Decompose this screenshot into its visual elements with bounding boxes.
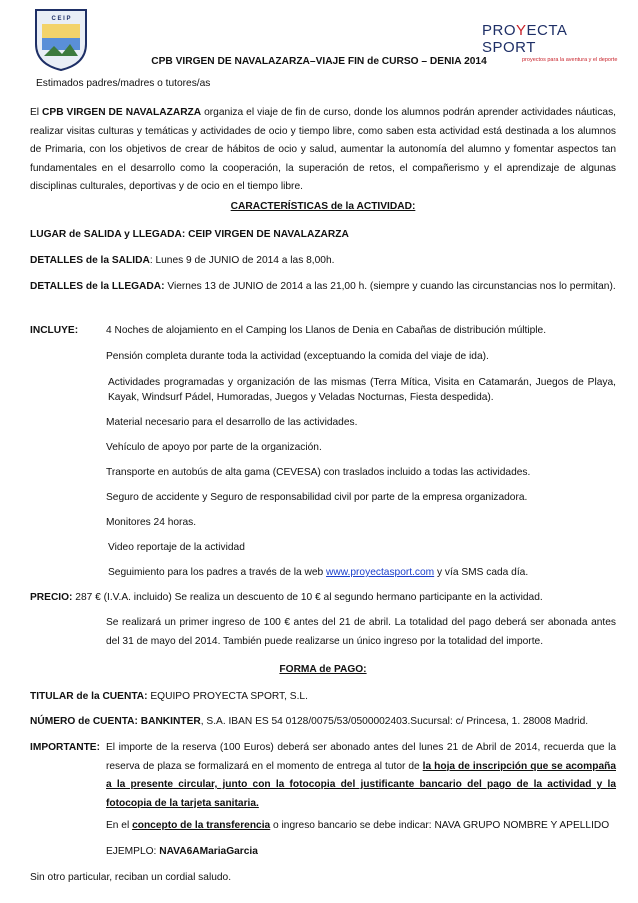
incluye-item: Material necesario para el desarrollo de las actividades.	[106, 417, 358, 428]
tracking-line: Seguimiento para los padres a través de la web www.proyectasport.com y vía SMS cada día.	[108, 567, 529, 578]
incluye-item: Video reportaje de la actividad	[108, 542, 245, 553]
crest-text: C E I P	[51, 16, 71, 22]
precio-line: PRECIO: 287 € (I.V.A. incluido) Se realiza un descuento de 10 € al segundo hermano participante en la actividad.	[30, 592, 543, 603]
incluye-item: Pensión completa durante toda la actividad (exceptuando la comida del viaje de ida).	[106, 351, 489, 362]
incluye-item: Monitores 24 horas.	[106, 517, 197, 528]
incluye-item: Vehículo de apoyo por parte de la organización.	[106, 442, 322, 453]
titular-line: TITULAR de la CUENTA: EQUIPO PROYECTA SPORT, S.L.	[30, 691, 308, 702]
intro-paragraph: El CPB VIRGEN DE NAVALAZARZA organiza el viaje de fin de curso, donde los alumnos podrán aprender actividades náuticas, realizar visitas culturas y temáticas y actividades de ocio y tiempo libre, como saben esta actividad está destinada a los alumnos de Primaria, con los objetivos de crear de hábitos de ocio y salud, aumentar la autonomía del alumno y fomentar aspectos tan fundamentales en el desarrollo como la cooperación, la superación de retos, el compañerismo y el aprendizaje de algunas disciplinas culturales, deportivas y de ocio en el tiempo libre.	[30, 107, 616, 192]
document-title: CPB VIRGEN DE NAVALAZARZA–VIAJE FIN de CURSO – DENIA 2014	[151, 56, 487, 67]
incluye-label: INCLUYE:	[30, 325, 79, 336]
section-heading-features: CARACTERÍSTICAS de la ACTIVIDAD:	[230, 201, 416, 212]
proyecta-sport-logo: PROYECTA SPORT proyectos para la aventura y el deporte	[482, 22, 618, 63]
numero-cuenta-line: NÚMERO de CUENTA: BANKINTER, S.A. IBAN ES 54 0128/0075/53/0500002403.Sucursal: c/ Princesa, 1. 28008 Madrid.	[30, 716, 589, 727]
incluye-item: Seguro de accidente y Seguro de responsabilidad civil por parte de la empresa organizadora.	[106, 492, 528, 503]
lugar-line: LUGAR de SALIDA y LLEGADA: CEIP VIRGEN DE NAVALAZARZA	[30, 229, 349, 240]
incluye-item: 4 Noches de alojamiento en el Camping los Llanos de Denia en Cabañas de distribución múltiple.	[106, 325, 547, 336]
closing-line: Sin otro particular, reciban un cordial saludo.	[30, 872, 232, 883]
section-heading-payment: FORMA de PAGO:	[279, 664, 367, 675]
precio-detail: Se realizará un primer ingreso de 100 € antes del 21 de abril. La totalidad del pago deberá ser abonada antes del 31 de mayo del 2014. También puede realizarse un único ingreso por la totalidad del importe.	[106, 617, 616, 647]
ejemplo-line: EJEMPLO: NAVA6AMariaGarcia	[106, 846, 258, 857]
importante-paragraph: El importe de la reserva (100 Euros) deberá ser abonado antes del lunes 21 de Abril de 2014, recuerda que la reserva de plaza se formalizará en el momento de entrega al tutor de la hoja de inscripción que se acompaña a la presente circular, junto con la fotocopia del justificante bancario del pago de la actividad y la fotocopia de la tarjeta sanitaria.	[106, 742, 616, 809]
llegada-line: DETALLES de la LLEGADA: Viernes 13 de JUNIO de 2014 a las 21,00 h. (siempre y cuando las circunstancias nos lo permitan).	[30, 281, 616, 292]
importante-label: IMPORTANTE:	[30, 742, 100, 753]
incluye-item: Actividades programadas y organización de las mismas (Terra Mítica, Visita en Catamarán, Juegos de Playa, Kayak, Windsurf Pádel, Humoradas, Juegos y Veladas Nocturnas, Fiesta despedida).	[108, 377, 616, 403]
header	[0, 0, 638, 80]
incluye-item: Transporte en autobús de alta gama (CEVESA) con traslados incluido a todas las actividades.	[106, 467, 531, 478]
concepto-line: En el concepto de la transferencia o ingreso bancario se debe indicar: NAVA GRUPO NOMBRE Y APELLIDO	[106, 820, 610, 831]
salida-line: DETALLES de la SALIDA: Lunes 9 de JUNIO de 2014 a las 8,00h.	[30, 255, 335, 266]
greeting: Estimados padres/madres o tutores/as	[36, 78, 211, 89]
website-link[interactable]: www.proyectasport.com	[326, 567, 435, 578]
